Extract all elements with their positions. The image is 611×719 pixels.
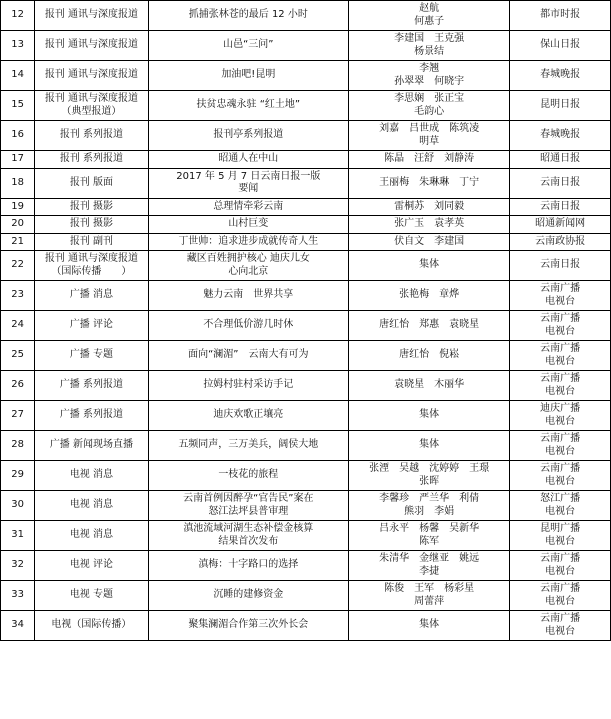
- cell-category-line: 报刊 通讯与深度报道: [44, 69, 138, 81]
- cell-category-line: 报刊 通讯与深度报道: [44, 39, 138, 51]
- cell-work-title-line: 心向北京: [228, 265, 269, 277]
- table-row: [1, 233, 611, 251]
- cell-publishing-unit: [510, 91, 611, 121]
- cell-publishing-unit: [510, 31, 611, 61]
- cell-author: [349, 251, 510, 281]
- cell-sequence-number: [1, 91, 35, 121]
- cell-work-title: [148, 251, 349, 281]
- cell-category-line: （国际传播 ）: [51, 265, 132, 277]
- cell-work-title-line: 总理情牵彩云南: [213, 200, 284, 212]
- cell-work-title: [148, 521, 349, 551]
- cell-author: [349, 121, 510, 151]
- cell-category-line: 报刊 摄影: [69, 200, 113, 212]
- cell-work-title: [148, 233, 349, 251]
- cell-sequence-number: [1, 31, 35, 61]
- cell-publishing-unit-line: 电视台: [545, 325, 576, 337]
- cell-category: [35, 198, 148, 216]
- cell-author-line: 集体: [419, 409, 440, 421]
- cell-publishing-unit-line: 云南广播: [540, 583, 581, 594]
- table-row: [1, 31, 611, 61]
- cell-author-line: 何惠子: [414, 15, 445, 27]
- cell-author-line: 张艳梅 章烨: [399, 289, 460, 301]
- cell-author-line: 集体: [419, 619, 440, 631]
- cell-category: [35, 281, 148, 311]
- table-row: [1, 551, 611, 581]
- cell-category-line: 广播 专题: [69, 349, 113, 361]
- cell-publishing-unit: [510, 371, 611, 401]
- cell-sequence-number-line: 20: [11, 218, 24, 229]
- cell-category: [35, 151, 148, 169]
- cell-publishing-unit: [510, 281, 611, 311]
- table-body: [1, 1, 611, 641]
- cell-author-line: 毛韵心: [414, 105, 445, 117]
- cell-publishing-unit-line: 春城晚报: [540, 69, 581, 81]
- cell-sequence-number-line: 23: [11, 289, 24, 301]
- cell-work-title-line: 滇梅：十字路口的选择: [198, 559, 299, 571]
- cell-author: [349, 401, 510, 431]
- cell-category: [35, 61, 148, 91]
- cell-publishing-unit: [510, 461, 611, 491]
- cell-publishing-unit-line: 昆明广播: [540, 523, 581, 534]
- cell-category: [35, 251, 148, 281]
- cell-sequence-number: [1, 251, 35, 281]
- cell-category: [35, 311, 148, 341]
- cell-work-title-line: 拉姆村驻村采访手记: [203, 379, 294, 391]
- cell-publishing-unit-line: 电视台: [545, 505, 576, 517]
- cell-publishing-unit-line: 云南广播: [540, 463, 581, 474]
- table-row: [1, 216, 611, 234]
- cell-sequence-number: [1, 581, 35, 611]
- cell-work-title: [148, 491, 349, 521]
- cell-work-title-line: 面向“澜湄” 云南大有可为: [188, 349, 309, 361]
- cell-work-title-line: 山村巨变: [228, 218, 269, 229]
- cell-work-title-line: 丁世帅：追求进步成就传奇人生: [178, 235, 319, 247]
- cell-publishing-unit-line: 电视台: [545, 595, 576, 607]
- cell-author: [349, 371, 510, 401]
- cell-sequence-number: [1, 551, 35, 581]
- cell-sequence-number: [1, 198, 35, 216]
- cell-author-line: 唐红怡 郑惠 袁晓星: [379, 319, 480, 331]
- cell-work-title: [148, 461, 349, 491]
- cell-sequence-number-line: 25: [11, 349, 24, 361]
- table-row: [1, 121, 611, 151]
- cell-publishing-unit: [510, 611, 611, 641]
- cell-sequence-number-line: 14: [11, 69, 24, 81]
- table-row: [1, 91, 611, 121]
- cell-publishing-unit: [510, 401, 611, 431]
- cell-category: [35, 168, 148, 198]
- table-row: [1, 491, 611, 521]
- cell-work-title-line: 山邑“三问”: [223, 39, 274, 51]
- cell-work-title: [148, 311, 349, 341]
- cell-category-line: 报刊 版面: [69, 176, 113, 188]
- cell-author: [349, 551, 510, 581]
- cell-work-title: [148, 551, 349, 581]
- cell-category-line: 报刊 通讯与深度报道: [44, 253, 138, 264]
- cell-author: [349, 151, 510, 169]
- cell-author-line: 集体: [419, 439, 440, 451]
- cell-work-title-line: 昭通人在中山: [218, 153, 279, 164]
- cell-work-title-line: 2017 年 5 月 7 日云南日报一版: [176, 170, 321, 182]
- cell-author: [349, 281, 510, 311]
- cell-sequence-number-line: 29: [11, 469, 24, 481]
- cell-publishing-unit-line: 云南日报: [540, 176, 581, 188]
- cell-category-line: 广播 系列报道: [59, 379, 123, 391]
- cell-category-line: 报刊 摄影: [69, 218, 113, 229]
- cell-publishing-unit: [510, 1, 611, 31]
- cell-work-title-line: 加油吧!昆明: [221, 69, 276, 81]
- cell-author-line: 周蕾萍: [414, 595, 445, 607]
- cell-category-line: （典型报道）: [61, 105, 122, 117]
- cell-category-line: 电视（国际传播）: [51, 619, 132, 631]
- cell-author-line: 杨景结: [414, 45, 445, 57]
- table-row: [1, 521, 611, 551]
- cell-publishing-unit-line: 怒江广播: [540, 493, 581, 504]
- cell-sequence-number: [1, 233, 35, 251]
- cell-work-title: [148, 371, 349, 401]
- cell-sequence-number: [1, 491, 35, 521]
- cell-work-title-line: 一枝花的旅程: [218, 469, 279, 481]
- cell-author: [349, 311, 510, 341]
- cell-publishing-unit-line: 电视台: [545, 385, 576, 397]
- cell-work-title: [148, 121, 349, 151]
- cell-author-line: 王丽梅 朱琳琳 丁宁: [379, 176, 480, 188]
- table-row: [1, 431, 611, 461]
- cell-sequence-number-line: 17: [11, 153, 24, 164]
- cell-sequence-number: [1, 431, 35, 461]
- cell-sequence-number: [1, 216, 35, 234]
- cell-sequence-number: [1, 401, 35, 431]
- cell-publishing-unit-line: 云南日报: [540, 200, 581, 212]
- cell-publishing-unit: [510, 198, 611, 216]
- cell-author-line: 张晖: [419, 475, 440, 487]
- cell-work-title: [148, 216, 349, 234]
- cell-author-line: 李馨珍 严兰华 利倩: [379, 493, 480, 504]
- table-row: [1, 151, 611, 169]
- table-row: [1, 281, 611, 311]
- table-row: [1, 168, 611, 198]
- cell-publishing-unit-line: 都市时报: [540, 9, 581, 21]
- cell-publishing-unit-line: 云南广播: [540, 553, 581, 564]
- cell-sequence-number: [1, 521, 35, 551]
- cell-category: [35, 581, 148, 611]
- cell-publishing-unit-line: 保山日报: [540, 39, 581, 51]
- cell-author-line: 袁晓星 木丽华: [394, 379, 465, 391]
- cell-work-title-line: 要闻: [238, 183, 259, 194]
- cell-author: [349, 1, 510, 31]
- cell-sequence-number: [1, 371, 35, 401]
- cell-publishing-unit: [510, 521, 611, 551]
- cell-publishing-unit-line: 云南广播: [540, 313, 581, 324]
- cell-sequence-number-line: 18: [11, 176, 24, 188]
- cell-work-title-line: 滇池流域河湖生态补偿金核算: [183, 523, 314, 534]
- cell-category-line: 电视 评论: [69, 559, 113, 571]
- cell-sequence-number-line: 31: [11, 529, 24, 541]
- cell-work-title-line: 结果首次发布: [218, 535, 279, 547]
- cell-work-title-line: 抓捕张林苍的最后 12 小时: [188, 9, 308, 21]
- cell-author-line: 唐红怡 倪崧: [399, 349, 460, 361]
- cell-publishing-unit: [510, 151, 611, 169]
- cell-author-line: 李捷: [419, 565, 440, 577]
- cell-publishing-unit-line: 电视台: [545, 445, 576, 457]
- cell-work-title-line: 不合理低价游几时休: [203, 319, 294, 331]
- cell-author: [349, 198, 510, 216]
- cell-category: [35, 521, 148, 551]
- cell-category: [35, 611, 148, 641]
- cell-work-title: [148, 168, 349, 198]
- cell-category: [35, 91, 148, 121]
- cell-author: [349, 431, 510, 461]
- cell-author-line: 熊羽 李娟: [404, 505, 455, 517]
- cell-author: [349, 91, 510, 121]
- cell-author-line: 刘嘉 吕世成 陈筑凌: [379, 123, 480, 134]
- cell-sequence-number: [1, 341, 35, 371]
- table-row: [1, 371, 611, 401]
- cell-author: [349, 233, 510, 251]
- table-row: [1, 198, 611, 216]
- cell-category: [35, 341, 148, 371]
- cell-author-line: 张湮 吴越 沈婷婷 王璟: [369, 463, 490, 474]
- cell-publishing-unit: [510, 431, 611, 461]
- cell-sequence-number-line: 21: [11, 235, 24, 247]
- cell-author: [349, 168, 510, 198]
- cell-author: [349, 341, 510, 371]
- cell-publishing-unit-line: 昆明日报: [540, 99, 581, 111]
- cell-author: [349, 461, 510, 491]
- cell-sequence-number-line: 22: [11, 259, 24, 271]
- cell-publishing-unit: [510, 168, 611, 198]
- cell-category: [35, 121, 148, 151]
- cell-category-line: 电视 专题: [69, 589, 113, 601]
- cell-sequence-number-line: 24: [11, 319, 24, 331]
- cell-author: [349, 491, 510, 521]
- cell-publishing-unit-line: 云南广播: [540, 433, 581, 444]
- cell-publishing-unit-line: 迪庆广播: [540, 403, 581, 414]
- cell-publishing-unit-line: 云南广播: [540, 373, 581, 384]
- cell-author-line: 孙翠翠 何晓宇: [394, 75, 465, 87]
- cell-author-line: 赵航: [419, 3, 440, 14]
- cell-author-line: 吕永平 杨馨 吴新华: [379, 523, 480, 534]
- cell-sequence-number-line: 15: [11, 99, 24, 111]
- cell-category: [35, 371, 148, 401]
- cell-work-title: [148, 198, 349, 216]
- cell-work-title: [148, 611, 349, 641]
- cell-category-line: 广播 评论: [69, 319, 113, 331]
- cell-work-title-line: 扶贫忠魂永驻 “红土地”: [196, 99, 301, 111]
- cell-category: [35, 216, 148, 234]
- cell-category-line: 电视 消息: [69, 499, 113, 511]
- cell-publishing-unit: [510, 233, 611, 251]
- cell-publishing-unit-line: 云南日报: [540, 259, 581, 271]
- cell-sequence-number: [1, 281, 35, 311]
- cell-work-title-line: 云南首例因醉孕“官告民”案在: [183, 493, 314, 504]
- cell-category-line: 广播 系列报道: [59, 409, 123, 421]
- cell-publishing-unit-line: 云南政协报: [535, 235, 586, 247]
- cell-author: [349, 216, 510, 234]
- cell-publishing-unit: [510, 216, 611, 234]
- cell-work-title: [148, 61, 349, 91]
- cell-author-line: 伏自文 李建国: [394, 235, 465, 247]
- cell-author-line: 李建国 王克强: [394, 33, 465, 44]
- cell-author-line: 张广玉 袁孝英: [394, 218, 465, 229]
- cell-sequence-number: [1, 121, 35, 151]
- cell-publishing-unit-line: 昭通新闻网: [535, 218, 586, 229]
- cell-author-line: 陈军: [419, 535, 440, 547]
- cell-sequence-number: [1, 311, 35, 341]
- cell-work-title: [148, 341, 349, 371]
- cell-publishing-unit: [510, 551, 611, 581]
- table-row: [1, 61, 611, 91]
- cell-sequence-number-line: 34: [11, 619, 24, 631]
- cell-category: [35, 491, 148, 521]
- cell-work-title: [148, 581, 349, 611]
- cell-publishing-unit: [510, 121, 611, 151]
- cell-publishing-unit-line: 电视台: [545, 355, 576, 367]
- cell-category-line: 电视 消息: [69, 529, 113, 541]
- cell-publishing-unit-line: 电视台: [545, 415, 576, 427]
- table-row: [1, 461, 611, 491]
- cell-author-line: 李思娴 张正宝: [394, 93, 465, 104]
- cell-work-title: [148, 31, 349, 61]
- cell-author: [349, 611, 510, 641]
- table-row: [1, 251, 611, 281]
- cell-publishing-unit-line: 电视台: [545, 475, 576, 487]
- cell-category: [35, 431, 148, 461]
- table-row: [1, 401, 611, 431]
- cell-sequence-number-line: 13: [11, 39, 24, 51]
- cell-publishing-unit: [510, 251, 611, 281]
- cell-category-line: 广播 新闻现场直播: [49, 439, 133, 451]
- cell-publishing-unit: [510, 311, 611, 341]
- table-row: [1, 581, 611, 611]
- cell-publishing-unit: [510, 491, 611, 521]
- cell-publishing-unit-line: 云南广播: [540, 613, 581, 624]
- table-row: [1, 311, 611, 341]
- cell-author: [349, 31, 510, 61]
- cell-category-line: 报刊 副刊: [69, 235, 113, 247]
- cell-author: [349, 61, 510, 91]
- cell-work-title: [148, 91, 349, 121]
- cell-author: [349, 581, 510, 611]
- cell-sequence-number-line: 16: [11, 129, 24, 141]
- table-row: [1, 611, 611, 641]
- cell-category-line: 报刊 系列报道: [59, 129, 123, 141]
- cell-publishing-unit-line: 云南广播: [540, 283, 581, 294]
- cell-category: [35, 31, 148, 61]
- cell-work-title-line: 报刊亭系列报道: [213, 129, 284, 141]
- cell-author-line: 集体: [419, 259, 440, 271]
- cell-category-line: 报刊 通讯与深度报道: [44, 93, 138, 104]
- table-row: [1, 341, 611, 371]
- cell-publishing-unit-line: 电视台: [545, 565, 576, 577]
- cell-sequence-number-line: 26: [11, 379, 24, 391]
- cell-sequence-number: [1, 151, 35, 169]
- cell-category: [35, 233, 148, 251]
- cell-sequence-number-line: 30: [11, 499, 24, 511]
- cell-work-title: [148, 1, 349, 31]
- cell-author-line: 陈俊 王军 杨彩星: [384, 583, 475, 594]
- cell-sequence-number-line: 19: [11, 200, 24, 212]
- table-row: [1, 1, 611, 31]
- cell-category-line: 报刊 系列报道: [59, 153, 123, 164]
- cell-work-title-line: 聚集澜湄合作第三次外长会: [188, 619, 309, 631]
- cell-publishing-unit-line: 春城晚报: [540, 129, 581, 141]
- cell-author-line: 陈晶 汪舒 刘静涛: [384, 153, 475, 164]
- cell-publishing-unit-line: 电视台: [545, 295, 576, 307]
- cell-work-title: [148, 151, 349, 169]
- cell-category: [35, 1, 148, 31]
- cell-publishing-unit-line: 电视台: [545, 625, 576, 637]
- cell-category-line: 电视 消息: [69, 469, 113, 481]
- cell-work-title-line: 怒江法坪县普审理: [208, 505, 289, 517]
- cell-work-title-line: 魅力云南 世界共享: [203, 289, 294, 301]
- cell-work-title: [148, 401, 349, 431]
- cell-work-title-line: 迪庆欢歌正壤亮: [213, 409, 284, 421]
- cell-publishing-unit: [510, 341, 611, 371]
- cell-sequence-number-line: 28: [11, 439, 24, 451]
- cell-category: [35, 461, 148, 491]
- cell-sequence-number: [1, 461, 35, 491]
- cell-sequence-number-line: 33: [11, 589, 24, 601]
- cell-sequence-number-line: 32: [11, 559, 24, 571]
- cell-publishing-unit-line: 昭通日报: [540, 153, 581, 164]
- cell-publishing-unit: [510, 61, 611, 91]
- cell-publishing-unit-line: 电视台: [545, 535, 576, 547]
- cell-author-line: 朱清华 金继亚 姚远: [379, 553, 480, 564]
- cell-work-title: [148, 431, 349, 461]
- cell-category-line: 广播 消息: [69, 289, 113, 301]
- cell-sequence-number: [1, 168, 35, 198]
- cell-author-line: 明草: [419, 135, 440, 147]
- cell-work-title: [148, 281, 349, 311]
- cell-category: [35, 551, 148, 581]
- cell-category-line: 报刊 通讯与深度报道: [44, 9, 138, 21]
- cell-sequence-number-line: 27: [11, 409, 24, 421]
- cell-work-title-line: 藏区百姓拥护核心 迪庆儿女: [186, 253, 310, 264]
- cell-author-line: 雷桐苏 刘同毅: [394, 200, 465, 212]
- cell-work-title-line: 五频同声，三万美兵，阔侯大地: [178, 439, 319, 451]
- cell-sequence-number-line: 12: [11, 9, 24, 21]
- cell-sequence-number: [1, 611, 35, 641]
- cell-work-title-line: 沉睡的建修资金: [213, 589, 284, 601]
- cell-author-line: 李翘: [419, 63, 440, 74]
- cell-publishing-unit: [510, 581, 611, 611]
- cell-sequence-number: [1, 1, 35, 31]
- cell-category: [35, 401, 148, 431]
- cell-sequence-number: [1, 61, 35, 91]
- cell-publishing-unit-line: 云南广播: [540, 343, 581, 354]
- cell-author: [349, 521, 510, 551]
